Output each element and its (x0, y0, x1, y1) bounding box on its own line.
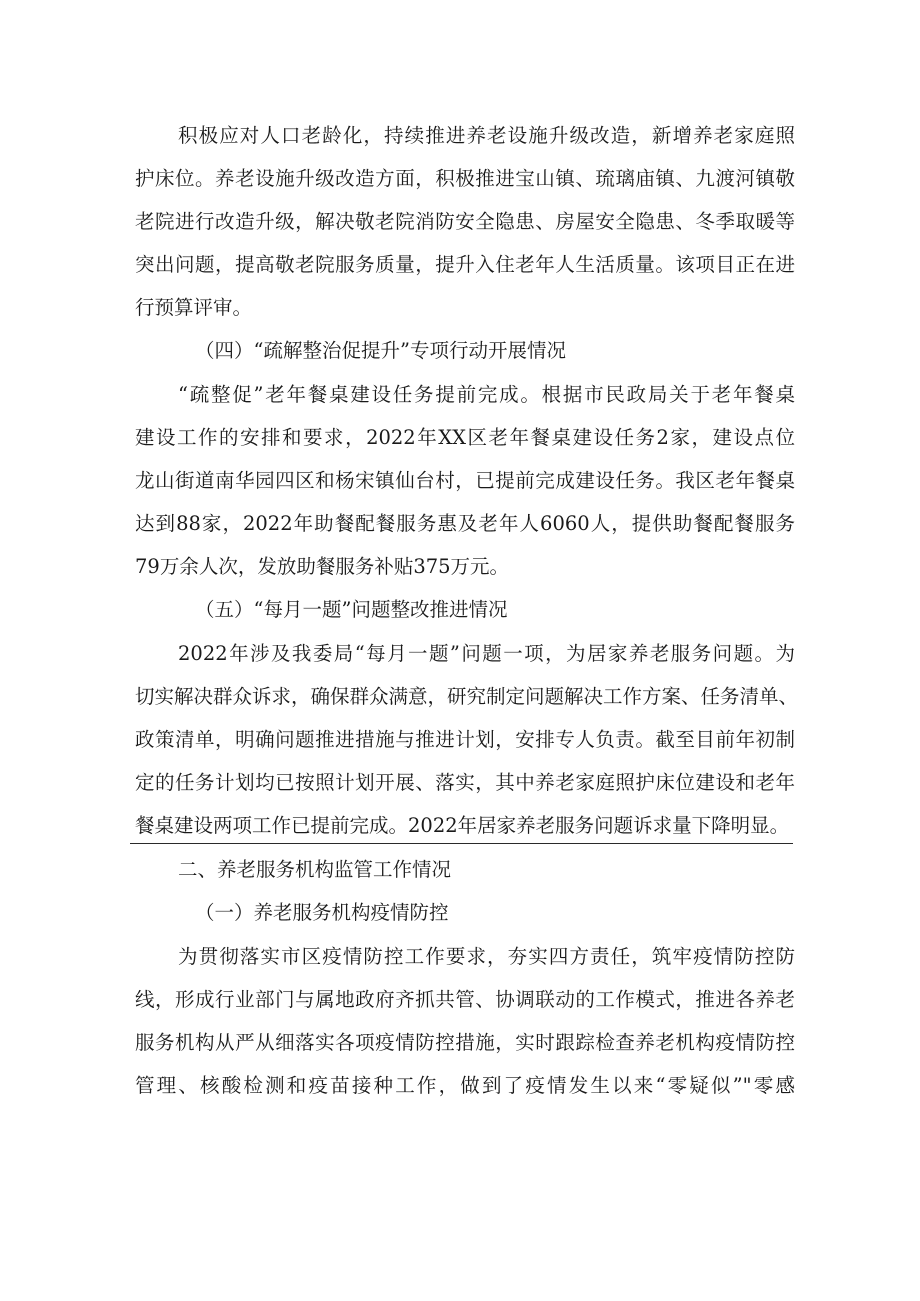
paragraph-line: 突出问题，提高敬老院服务质量，提升入住老年人生活质量。该项目正在进 (135, 253, 795, 276)
paragraph-line: 老院进行改造升级，解决敬老院消防安全隐患、房屋安全隐患、冬季取暖等 (135, 210, 795, 233)
paragraph-line: 79万余人次，发放助餐服务补贴375万元。 (135, 555, 510, 578)
paragraph-line: 为贯彻落实市区疫情防控工作要求，夯实四方责任，筑牢疫情防控防 (178, 945, 795, 968)
paragraph-line: “疏整促”老年餐桌建设任务提前完成。根据市民政局关于老年餐桌 (178, 383, 795, 406)
paragraph-line: 定的任务计划均已按照计划开展、落实，其中养老家庭照护床位建设和老年 (135, 771, 795, 794)
paragraph-line: 政策清单，明确问题推进措施与推进计划，安排专人负责。截至目前年初制 (135, 728, 795, 751)
paragraph-line: 管理、核酸检测和疫苗接种工作，做到了疫情发生以来“零疑似”"零感 (135, 1074, 795, 1097)
paragraph-line: 线，形成行业部门与属地政府齐抓共管、协调联动的工作模式，推进各养老 (135, 988, 795, 1011)
paragraph-line: 护床位。养老设施升级改造方面，积极推进宝山镇、琉璃庙镇、九渡河镇敬 (135, 167, 795, 190)
horizontal-rule (130, 843, 793, 844)
paragraph-line: 服务机构从严从细落实各项疫情防控措施，实时跟踪检查养老机构疫情防控 (135, 1031, 795, 1054)
paragraph-line: 龙山街道南华园四区和杨宋镇仙台村，已提前完成建设任务。我区老年餐桌 (135, 469, 795, 492)
paragraph-line: 积极应对人口老龄化，持续推进养老设施升级改造，新增养老家庭照 (178, 124, 795, 147)
paragraph-line: 2022年涉及我委局“每月一题”问题一项，为居家养老服务问题。为 (178, 642, 795, 665)
section-heading-4: （四）“疏解整治促提升”专项行动开展情况 (195, 339, 566, 362)
section-heading-2: 二、养老服务机构监管工作情况 (178, 858, 452, 881)
section-heading-5: （五）“每月一题”问题整改推进情况 (195, 598, 508, 621)
paragraph-line: 达到88家，2022年助餐配餐服务惠及老年人6060人，提供助餐配餐服务 (135, 512, 795, 535)
subsection-heading-1: （一）养老服务机构疫情防控 (195, 901, 449, 924)
paragraph-line: 建设工作的安排和要求，2022年XX区老年餐桌建设任务2家，建设点位 (135, 426, 795, 449)
paragraph-line: 餐桌建设两项工作已提前完成。2022年居家养老服务问题诉求量下降明显。 (135, 814, 790, 837)
paragraph-line: 行预算评审。 (135, 296, 253, 319)
paragraph-line: 切实解决群众诉求，确保群众满意，研究制定问题解决工作方案、任务清单、 (135, 685, 799, 708)
